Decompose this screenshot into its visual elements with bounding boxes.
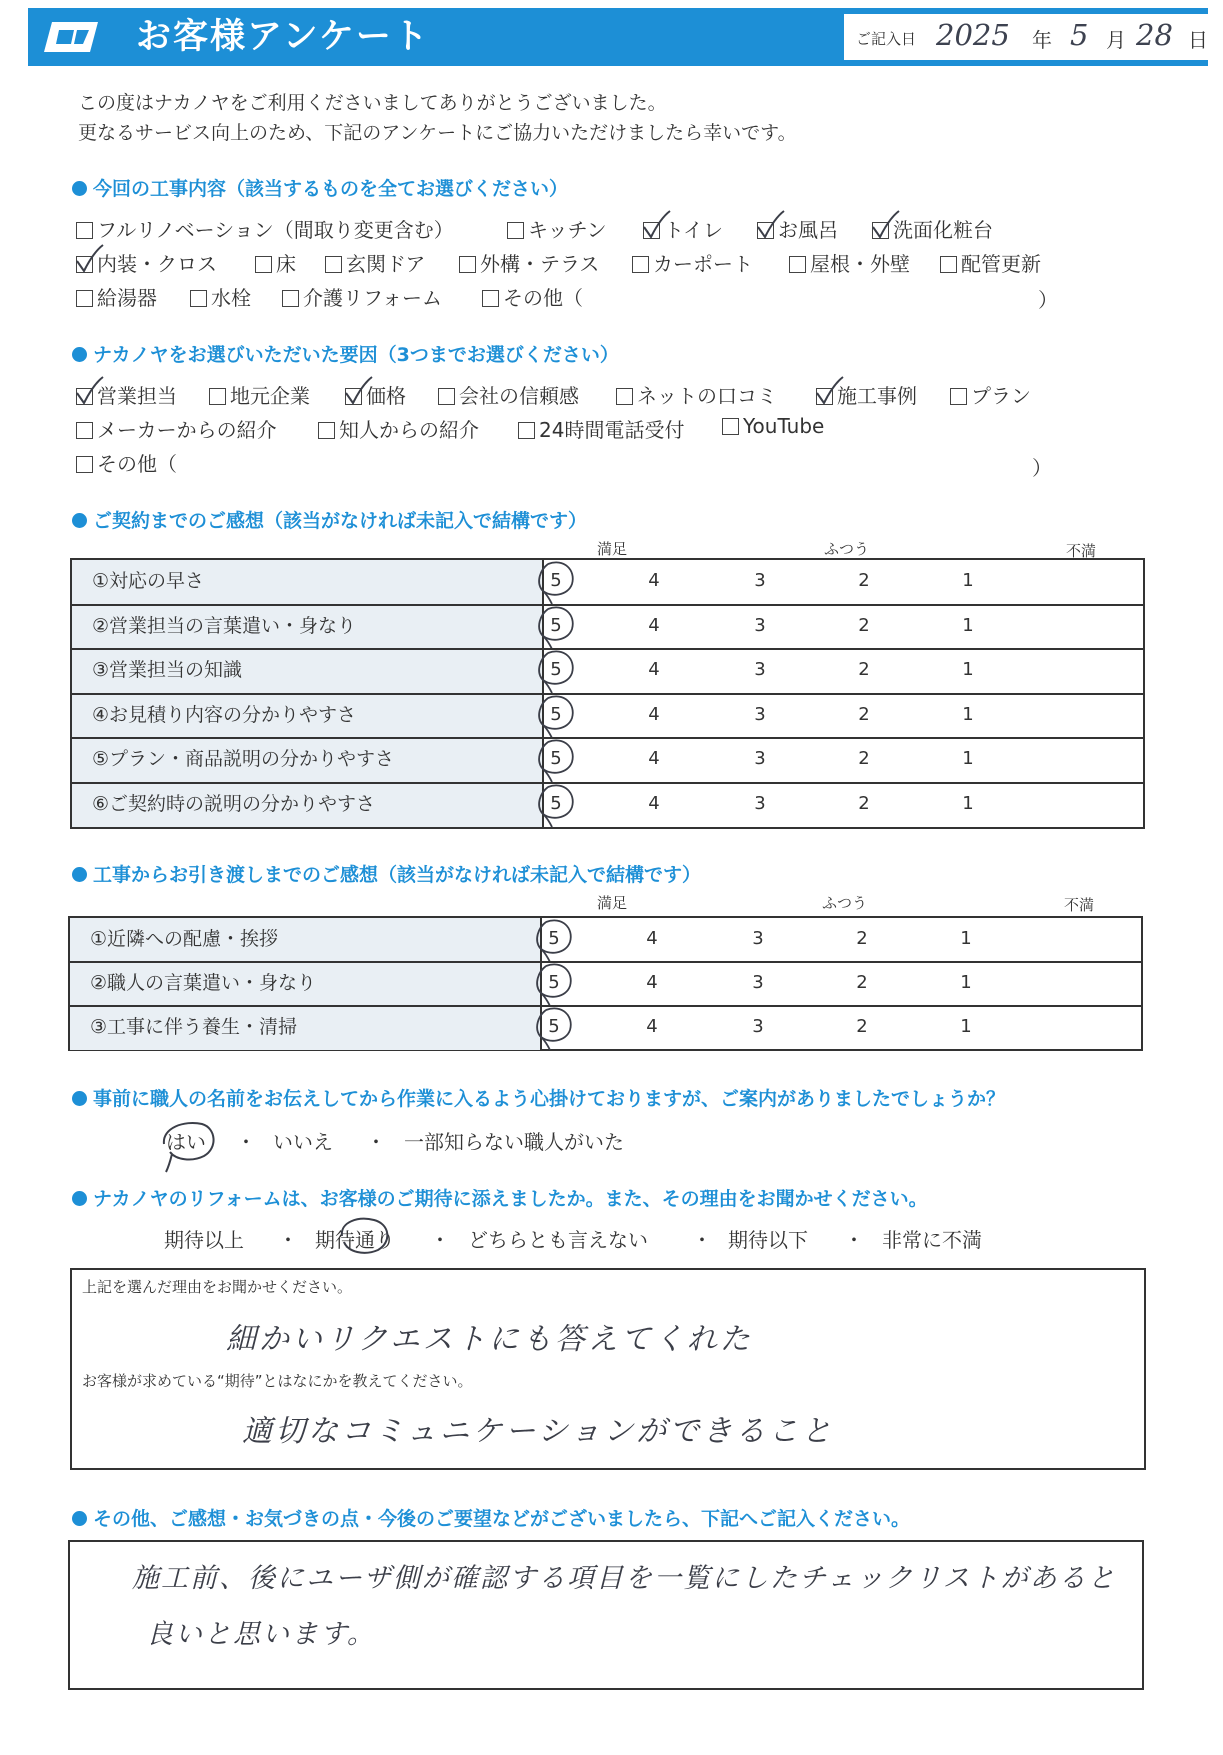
checkbox[interactable] [722, 418, 739, 435]
reason-option[interactable]: ネットの口コミ [616, 380, 777, 409]
rating-option-2[interactable]: 2 [858, 792, 870, 814]
rating-option-1[interactable]: 1 [960, 1016, 972, 1037]
rating-row-label [72, 649, 544, 694]
checkbox[interactable] [482, 290, 499, 307]
work-option[interactable]: トイレ [643, 214, 723, 243]
expect-option-neutral[interactable]: どちらとも言えない [468, 1228, 648, 1252]
rating-option-4[interactable]: 4 [648, 659, 660, 680]
rating-option-5[interactable]: 5 [548, 972, 560, 993]
checkbox[interactable] [255, 256, 272, 273]
work-option[interactable]: 介護リフォーム [282, 282, 442, 311]
work-option[interactable]: 屋根・外壁 [789, 248, 910, 277]
names-separator: ・ [366, 1130, 386, 1154]
rating-option-5[interactable]: 5 [548, 1016, 560, 1037]
selected-circle-icon [534, 603, 578, 647]
rating-option-3[interactable]: 3 [754, 748, 766, 769]
checkbox[interactable] [76, 256, 93, 273]
checkbox[interactable] [950, 388, 967, 405]
checkbox[interactable] [76, 456, 93, 473]
check-mark-icon [756, 209, 786, 241]
checkbox[interactable] [757, 222, 774, 239]
intro-line-1: この度はナカノヤをご利用くださいましてありがとうございました。 [78, 92, 667, 114]
rating-row-text: ②職人の言葉遣い・身なり [90, 972, 317, 994]
other-answer-line-2: 良いと思います。 [146, 1619, 376, 1650]
rating-option-1[interactable]: 1 [962, 748, 974, 769]
rating-option-4[interactable]: 4 [648, 614, 660, 636]
checkbox[interactable] [438, 388, 455, 405]
work-option[interactable]: 給湯器 [76, 282, 157, 311]
rating-option-1[interactable]: 1 [960, 928, 972, 949]
selected-circle-icon [534, 692, 578, 736]
rating-row [70, 962, 1141, 1006]
row-divider [72, 604, 1143, 606]
expect-heading: ナカノヤのリフォームは、お客様のご期待に添えましたか。また、その理由をお聞かせください。 [72, 1184, 928, 1211]
work-option[interactable]: 洗面化粧台 [872, 214, 993, 243]
reason-answer[interactable]: 細かいリクエストにも答えてくれた [226, 1322, 753, 1357]
work-option[interactable]: 玄関ドア [325, 248, 425, 277]
rating-row [72, 694, 1143, 739]
expect-option-very-dissatisfied[interactable]: 非常に不満 [882, 1228, 982, 1252]
rating-option-2[interactable]: 2 [856, 928, 868, 949]
selected-circle-icon [334, 1212, 398, 1262]
rating-option-3[interactable]: 3 [754, 703, 766, 725]
selected-circle-icon [534, 781, 578, 825]
rating-row-text: ③営業担当の知識 [92, 659, 243, 681]
checkbox[interactable] [789, 256, 806, 273]
check-mark-icon [75, 243, 105, 275]
selected-circle-icon [532, 960, 576, 1004]
work-option[interactable]: 外構・テラス [459, 248, 599, 277]
work-option[interactable]: キッチン [507, 214, 607, 243]
work-other-close-paren: ） [1038, 288, 1058, 312]
selected-circle-icon [534, 647, 578, 691]
rating-option-2[interactable]: 2 [856, 1016, 868, 1037]
rating-option-1[interactable]: 1 [962, 614, 974, 636]
rating-option-2[interactable]: 2 [856, 972, 868, 993]
intro-line-2: 更なるサービス向上のため、下記のアンケートにご協力いただけましたら幸いです。 [78, 122, 797, 144]
reason-option[interactable]: その他（ [76, 448, 177, 477]
checkbox[interactable] [632, 256, 649, 273]
reason-option[interactable]: YouTube [722, 414, 824, 438]
row-divider [72, 782, 1143, 784]
rating-row-label [72, 783, 544, 828]
handover-rating-table [68, 916, 1143, 1051]
reason-option[interactable]: 施工事例 [816, 380, 917, 409]
checkbox[interactable] [76, 290, 93, 307]
reason-option[interactable]: 営業担当 [76, 380, 177, 409]
rating-option-1[interactable]: 1 [962, 570, 974, 591]
rating-row-text: ③工事に伴う養生・清掃 [90, 1016, 298, 1038]
rating-option-4[interactable]: 4 [648, 792, 660, 814]
bullet-icon [72, 513, 87, 528]
rating-option-1[interactable]: 1 [962, 703, 974, 725]
nakanoya-logo-icon [44, 22, 98, 52]
row-divider [72, 693, 1143, 695]
checkbox[interactable] [190, 290, 207, 307]
selected-circle-icon [534, 736, 578, 780]
contract-heading: ご契約までのご感想（該当がなければ未記入で結構です） [72, 506, 587, 533]
rating-option-1[interactable]: 1 [962, 792, 974, 814]
scale-satisfied-label: 満足 [597, 894, 628, 912]
date-year[interactable]: 2025 [936, 18, 1010, 52]
other-heading: その他、ご感想・お気づきの点・今後のご要望などがございましたら、下記へご記入ください。 [72, 1504, 910, 1531]
rating-option-4[interactable]: 4 [648, 748, 660, 769]
rating-option-5[interactable]: 5 [550, 614, 562, 636]
checkbox[interactable] [345, 388, 362, 405]
date-day[interactable]: 28 [1136, 18, 1173, 52]
rating-option-1[interactable]: 1 [962, 659, 974, 680]
rating-row-label [72, 694, 544, 739]
reason-option[interactable]: 24時間電話受付 [518, 414, 684, 443]
reason-option[interactable]: プラン [950, 380, 1031, 409]
date-month-unit: 月 [1106, 28, 1126, 52]
page-title: お客様アンケート [136, 17, 430, 57]
rating-row-text: ⑥ご契約時の説明の分かりやすさ [92, 792, 376, 815]
expectation-prompt: お客様が求めている“期待”とはなにかを教えてください。 [82, 1372, 473, 1390]
rating-row [72, 783, 1143, 828]
rating-row-label [70, 962, 542, 1006]
rating-option-5[interactable]: 5 [550, 659, 562, 680]
names-option-partial[interactable]: 一部知らない職人がいた [404, 1130, 624, 1154]
reason-option[interactable]: 会社の信頼感 [438, 380, 579, 409]
rating-row [72, 738, 1143, 783]
work-option[interactable]: その他（ [482, 282, 583, 311]
rating-option-5[interactable]: 5 [550, 792, 562, 814]
rating-option-2[interactable]: 2 [858, 570, 870, 591]
date-year-unit: 年 [1032, 28, 1052, 52]
rating-row-text: ②営業担当の言葉遣い・身なり [92, 614, 357, 637]
expect-option-below[interactable]: 期待以下 [728, 1228, 808, 1252]
date-box [844, 14, 1223, 60]
reason-option[interactable]: 地元企業 [209, 380, 310, 409]
rating-option-1[interactable]: 1 [960, 972, 972, 993]
date-label: ご記入日 [856, 30, 917, 48]
rating-row-label [72, 605, 544, 650]
row-divider [70, 961, 1141, 963]
bullet-icon [72, 1511, 87, 1526]
row-divider [72, 648, 1143, 650]
expect-separator: ・ [692, 1228, 712, 1252]
expect-answer-box [70, 1268, 1146, 1470]
rating-option-3[interactable]: 3 [754, 792, 766, 814]
handover-heading: 工事からお引き渡しまでのご感想（該当がなければ未記入で結構です） [72, 860, 701, 887]
scale-normal-label: ふつう [822, 894, 868, 912]
checkbox[interactable] [325, 256, 342, 273]
rating-row [70, 1006, 1141, 1050]
rating-row-label [70, 1006, 542, 1050]
rating-option-3[interactable]: 3 [754, 659, 766, 680]
rating-row [72, 560, 1143, 605]
checkbox[interactable] [76, 388, 93, 405]
rating-option-4[interactable]: 4 [646, 928, 658, 949]
check-mark-icon [815, 375, 845, 407]
expect-option-as-expected[interactable]: 期待通り [315, 1228, 395, 1252]
reason-prompt: 上記を選んだ理由をお聞かせください。 [82, 1278, 353, 1296]
expectation-answer[interactable]: 適切なコミュニケーションができること [242, 1414, 835, 1449]
date-month[interactable]: 5 [1070, 18, 1089, 52]
checkbox[interactable] [282, 290, 299, 307]
scale-dissatisfied-label: 不満 [1064, 896, 1095, 914]
bullet-icon [72, 181, 87, 196]
work-option[interactable]: 配管更新 [940, 248, 1041, 277]
check-mark-icon [871, 209, 901, 241]
checkbox[interactable] [209, 388, 226, 405]
date-day-unit: 日 [1188, 28, 1208, 52]
rating-option-2[interactable]: 2 [858, 703, 870, 725]
rating-option-5[interactable]: 5 [550, 570, 562, 591]
header-bar [28, 8, 1208, 66]
work-option[interactable]: 内装・クロス [76, 248, 217, 277]
bullet-icon [72, 1091, 87, 1106]
rating-row [72, 649, 1143, 694]
rating-row-text: ⑤プラン・商品説明の分かりやすさ [92, 748, 395, 770]
checkbox[interactable] [940, 256, 957, 273]
rating-row-text: ④お見積り内容の分かりやすさ [92, 703, 357, 726]
bullet-icon [72, 1191, 87, 1206]
rating-option-4[interactable]: 4 [648, 703, 660, 725]
selected-circle-icon [532, 916, 576, 960]
rating-option-4[interactable]: 4 [648, 570, 660, 591]
expect-separator: ・ [278, 1228, 298, 1252]
reason-heading: ナカノヤをお選びいただいた要因（3つまでお選びください） [72, 340, 619, 367]
checkbox[interactable] [616, 388, 633, 405]
bullet-icon [72, 867, 87, 882]
rating-option-3[interactable]: 3 [754, 614, 766, 636]
rating-option-3[interactable]: 3 [754, 570, 766, 591]
names-option-yes[interactable]: はい [166, 1130, 206, 1154]
work-option[interactable]: カーポート [632, 248, 753, 277]
rating-row-label [72, 560, 544, 605]
rating-option-3[interactable]: 3 [752, 972, 764, 993]
rating-row [70, 918, 1141, 962]
checkbox[interactable] [76, 222, 93, 239]
check-mark-icon [344, 375, 374, 407]
rating-option-5[interactable]: 5 [550, 748, 562, 769]
rating-option-4[interactable]: 4 [646, 1016, 658, 1037]
names-heading: 事前に職人の名前をお伝えしてから作業に入るよう心掛けておりますが、ご案内がありましたでしょうか？ [72, 1084, 1005, 1111]
checkbox[interactable] [816, 388, 833, 405]
scale-dissatisfied-label: 不満 [1066, 542, 1097, 560]
reason-option[interactable]: メーカーからの紹介 [76, 414, 277, 443]
selected-circle-icon [534, 558, 578, 602]
work-option[interactable]: 床 [255, 248, 296, 277]
rating-row-label [72, 738, 544, 783]
work-heading: 今回の工事内容（該当するものを全てお選びください） [72, 174, 568, 201]
scale-satisfied-label: 満足 [597, 540, 628, 558]
checkbox[interactable] [76, 422, 93, 439]
contract-rating-table [70, 558, 1145, 829]
checkbox[interactable] [518, 422, 535, 439]
reason-other-close-paren: ） [1032, 456, 1052, 480]
other-answer-line-1: 施工前、後にユーザ側が確認する項目を一覧にしたチェックリストがあると [132, 1563, 1117, 1594]
rating-option-2[interactable]: 2 [858, 659, 870, 680]
row-divider [70, 1005, 1141, 1007]
checkbox[interactable] [318, 422, 335, 439]
reason-option[interactable]: 知人からの紹介 [318, 414, 479, 443]
selected-circle-icon [532, 1004, 576, 1048]
rating-option-5[interactable]: 5 [550, 703, 562, 725]
check-mark-icon [75, 375, 105, 407]
names-separator: ・ [236, 1130, 256, 1154]
checkbox[interactable] [507, 222, 524, 239]
checkbox[interactable] [643, 222, 660, 239]
rating-row [72, 605, 1143, 650]
expect-separator: ・ [430, 1228, 450, 1252]
other-answer-box[interactable] [68, 1540, 1144, 1690]
checkbox[interactable] [459, 256, 476, 273]
work-option[interactable]: フルリノベーション（間取り変更含む） [76, 214, 454, 243]
names-option-no[interactable]: いいえ [273, 1130, 333, 1154]
checkbox[interactable] [872, 222, 889, 239]
work-option[interactable]: お風呂 [757, 214, 838, 243]
rating-row-text: ①近隣への配慮・挨拶 [90, 928, 279, 950]
row-divider [72, 737, 1143, 739]
rating-row-label [70, 918, 542, 962]
expect-separator: ・ [844, 1228, 864, 1252]
bullet-icon [72, 347, 87, 362]
rating-row-text: ①対応の早さ [92, 570, 205, 592]
rating-option-2[interactable]: 2 [858, 614, 870, 636]
rating-option-4[interactable]: 4 [646, 972, 658, 993]
rating-option-5[interactable]: 5 [548, 928, 560, 949]
expect-option-above[interactable]: 期待以上 [164, 1228, 244, 1252]
scale-normal-label: ふつう [824, 540, 870, 558]
check-mark-icon [642, 209, 672, 241]
work-option[interactable]: 水栓 [190, 282, 251, 311]
rating-option-3[interactable]: 3 [752, 928, 764, 949]
rating-option-2[interactable]: 2 [858, 748, 870, 769]
rating-option-3[interactable]: 3 [752, 1016, 764, 1037]
reason-option[interactable]: 価格 [345, 380, 406, 409]
selected-circle-icon [154, 1114, 224, 1174]
